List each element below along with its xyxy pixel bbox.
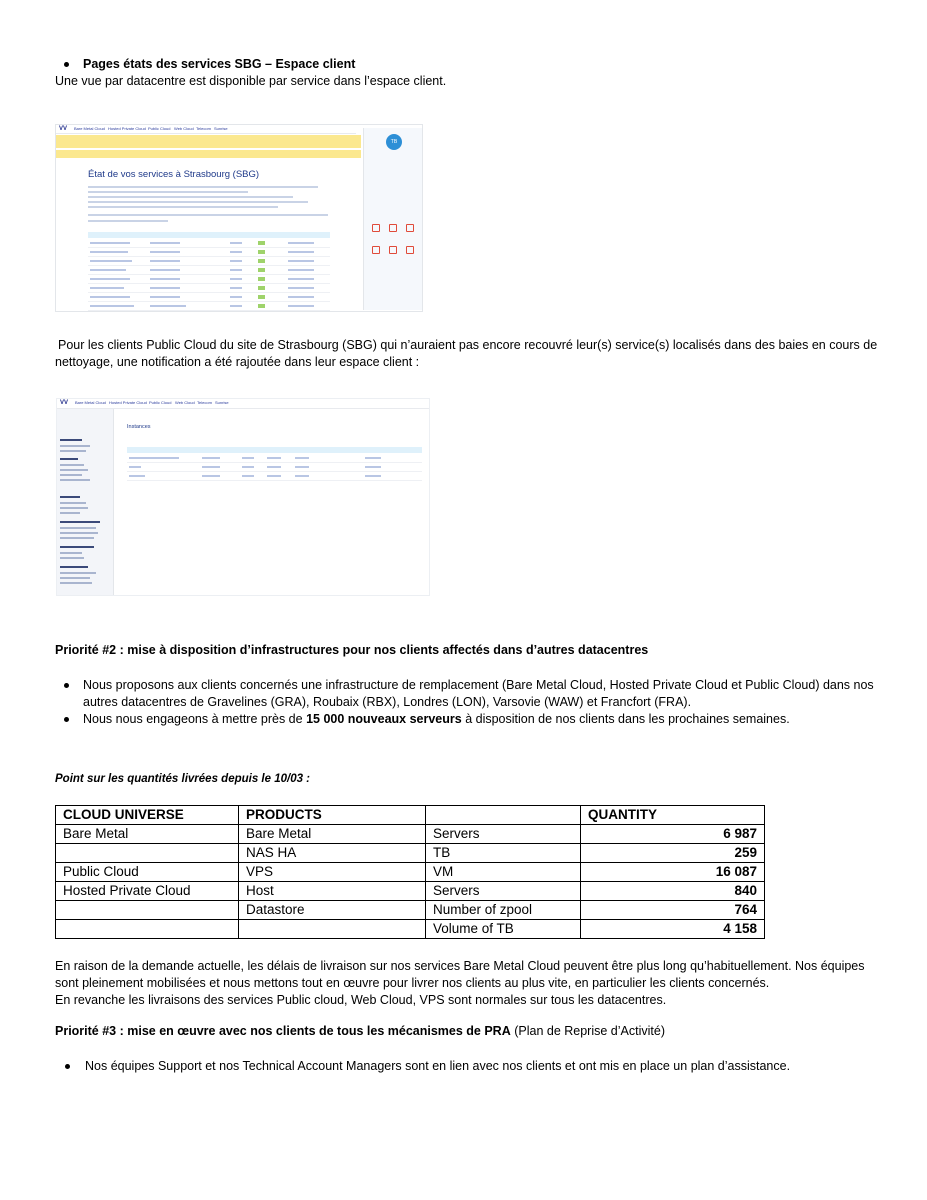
screenshot-services-status [55,124,423,312]
nav-item: Telecom [196,126,211,131]
sidebar-heading [60,566,88,568]
bullet-text: Nos équipes Support et nos Technical Account Managers sont en lien avec nos clients et ont mis en place un plan d’assistance. [85,1059,791,1073]
text-line [88,214,328,216]
table-row[interactable] [88,248,330,257]
table-cell: Public Cloud [56,863,239,882]
nav-item: Sunrise [214,126,228,131]
alert-banner [56,135,361,148]
paragraph-line: En revanche les livraisons des services Public cloud, Web Cloud, VPS sont normales sur tous les datacentres. [55,993,667,1007]
bullet-text [83,711,790,728]
header-cell [426,806,581,825]
bullet-text: Nous proposons aux clients concernés une infrastructure de remplacement (Bare Metal Cloud, Hosted Private Cloud et Public Cloud) dans nos [83,678,874,692]
text-line [88,196,293,198]
sidebar-item[interactable] [60,469,88,471]
text-line [88,206,278,208]
sidebar-item[interactable] [60,527,96,529]
table-cell [56,844,239,863]
table-row [56,901,765,920]
table-row[interactable] [88,302,330,311]
page-title: Instances [127,424,151,430]
paragraph-line: Pour les clients Public Cloud du site de Strasbourg (SBG) qui n’auraient pas encore recouvré leur(s) service(s) localisés dans des baies en cours de [58,338,878,352]
table-cell: Number of zpool [426,901,581,920]
table-cell: TB [426,844,581,863]
bullet-text: autres datacentres de Gravelines (GRA), Roubaix (RBX), Londres (LON), Varsovie (WAW) et Francfort (FRA). [83,695,692,709]
nav-item: Public Cloud [149,400,172,405]
bullet-marker [65,1064,70,1069]
sidebar-item[interactable] [60,502,86,504]
ovh-logo-icon: VV [60,400,69,406]
bullet-marker [64,683,69,688]
quantities-table [55,805,765,939]
sidebar-heading [60,458,78,460]
header-cell: CLOUD UNIVERSE [56,806,239,825]
quantity-cell: 16 087 [581,863,765,882]
payment-icon[interactable] [389,246,397,254]
bullet-text-part: Nous nous engageons à mettre près de [83,712,307,726]
sidebar-heading [60,496,80,498]
bullet-marker [64,717,69,722]
table-header [88,232,330,238]
priority-heading: Priorité #2 : mise à disposition d’infrastructures pour nos clients affectés dans d’autres datacentres [55,643,649,657]
nav-item: Telecom [197,400,212,405]
account-sidebar [363,128,422,310]
table-cell [56,920,239,939]
sidebar-heading [60,439,82,441]
table-row[interactable] [127,472,422,481]
paragraph-line: nettoyage, une notification a été rajoutée dans leur espace client : [55,355,420,369]
invoice-icon[interactable] [372,224,380,232]
paragraph-line: sont pleinement mobilisées et nous mettons tout en œuvre pour livrer nos clients au plus vite, en particulier les clients concernés. [55,976,770,990]
nav-item: Sunrise [215,400,229,405]
sidebar-item[interactable] [60,479,90,481]
sidebar-item[interactable] [60,577,90,579]
section-heading: Pages états des services SBG – Espace client [83,57,356,71]
screenshot-instances [56,398,430,596]
table-cell [56,901,239,920]
text-line [88,191,248,193]
sidebar-item[interactable] [60,532,98,534]
sidebar-item[interactable] [60,582,92,584]
sidebar-item[interactable] [60,445,90,447]
sidebar-heading [60,546,94,548]
text-line [88,186,318,188]
sidebar-heading [60,521,100,523]
table-row[interactable] [88,293,330,302]
bullet-marker [64,62,69,67]
paragraph-line: En raison de la demande actuelle, les délais de livraison sur nos services Bare Metal Cloud peuvent être plus long qu’habituellement. Nos équipes [55,959,865,973]
table-cell: NAS HA [239,844,426,863]
nav-item: Public Cloud [148,126,171,131]
table-cell: Hosted Private Cloud [56,882,239,901]
table-row[interactable] [88,275,330,284]
priority-heading-rest: (Plan de Reprise d’Activité) [510,1024,665,1038]
table-cell: VM [426,863,581,882]
table-cell: Volume of TB [426,920,581,939]
table-header [127,447,422,453]
support-icon[interactable] [406,224,414,232]
contact-icon[interactable] [372,246,380,254]
sidebar-item[interactable] [60,552,82,554]
nav-item: Hosted Private Cloud [109,400,147,405]
sidebar-item[interactable] [60,572,96,574]
table-cell: Servers [426,825,581,844]
bullet-text-emphasis: 15 000 nouveaux serveurs [306,712,462,726]
sidebar-item[interactable] [60,450,86,452]
table-row [56,920,765,939]
table-row[interactable] [88,284,330,293]
quantity-cell: 6 987 [581,825,765,844]
page-title: État de vos services à Strasbourg (SBG) [88,169,260,180]
sidebar-item[interactable] [60,474,82,476]
nav-item: Web Cloud [175,400,195,405]
sidebar-item[interactable] [60,507,88,509]
nav-item: Bare Metal Cloud [75,400,106,405]
table-row [56,863,765,882]
table-row[interactable] [127,454,422,463]
quantity-cell: 764 [581,901,765,920]
text-line [88,201,308,203]
sidebar-item[interactable] [60,557,84,559]
screenshot-topbar [56,125,356,134]
table-header-row [56,806,765,825]
nav-item: Web Cloud [174,126,194,131]
nav-item: Hosted Private Cloud [108,126,146,131]
quantity-cell: 840 [581,882,765,901]
table-row[interactable] [127,463,422,472]
project-sidebar [57,409,114,595]
header-cell: PRODUCTS [239,806,426,825]
text-line [88,220,168,222]
table-row[interactable] [88,257,330,266]
alert-banner [56,150,361,158]
sidebar-item[interactable] [60,537,94,539]
table-row[interactable] [88,239,330,248]
table-cell: Bare Metal [239,825,426,844]
order-icon[interactable] [389,224,397,232]
table-cell: Datastore [239,901,426,920]
table-row [56,844,765,863]
nav-item: Bare Metal Cloud [74,126,105,131]
table-cell: Host [239,882,426,901]
table-cell: Servers [426,882,581,901]
table-cell [239,920,426,939]
screenshot-topbar [57,399,429,409]
table-row [56,825,765,844]
table-cell: Bare Metal [56,825,239,844]
priority-heading [55,1023,665,1040]
table-row[interactable] [88,266,330,275]
ticket-icon[interactable] [406,246,414,254]
header-cell: QUANTITY [581,806,765,825]
section-line: Une vue par datacentre est disponible par service dans l’espace client. [55,74,447,88]
sidebar-item[interactable] [60,464,84,466]
priority-heading-bold: Priorité #3 : mise en œuvre avec nos clients de tous les mécanismes de PRA [55,1024,511,1038]
ovh-logo-icon: VV [59,126,68,132]
bullet-text-part: à disposition de nos clients dans les prochaines semaines. [461,712,790,726]
quantity-cell: 259 [581,844,765,863]
table-caption: Point sur les quantités livrées depuis le 10/03 : [55,773,311,785]
table-row [56,882,765,901]
sidebar-item[interactable] [60,512,80,514]
table-cell: VPS [239,863,426,882]
quantity-cell: 4 158 [581,920,765,939]
avatar[interactable]: TB [386,134,402,150]
